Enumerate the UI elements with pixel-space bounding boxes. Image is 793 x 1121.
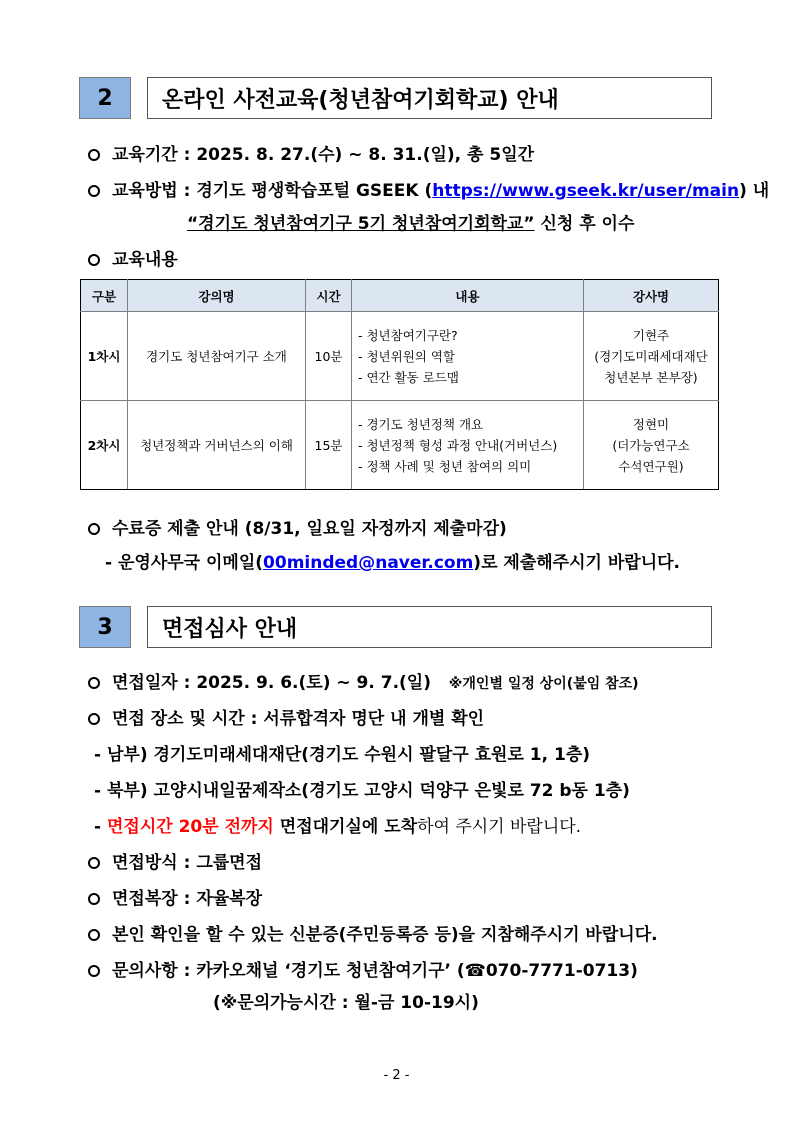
lecture-cell: 경기도 청년참여기구 소개	[128, 312, 306, 401]
interview-date-note: ※개인별 일정 상이(붙임 참조)	[448, 676, 639, 692]
inquiry-hours: (※문의가능시간 : 월-금 10-19시)	[213, 993, 479, 1013]
content-cell	[352, 401, 584, 490]
content-item: - 청년정책 형성 과정 안내(거버넌스)	[358, 437, 558, 453]
table-header: 구분	[81, 280, 128, 312]
interview-attire-text: 면접복장 : 자율복장	[112, 889, 263, 909]
education-method	[88, 176, 769, 201]
table-header: 내용	[352, 280, 584, 312]
circle-bullet-icon	[88, 857, 100, 869]
interview-north: - 북부) 고양시내일꿈제작소(경기도 고양시 덕양구 은빛로 72 b동 1층)	[94, 781, 630, 801]
time-cell: 15분	[306, 401, 352, 490]
education-content-label	[88, 245, 178, 270]
interview-place	[88, 704, 484, 729]
table-header: 강의명	[128, 280, 306, 312]
certificate-notice	[88, 514, 507, 539]
education-content-text: 교육내용	[112, 250, 178, 270]
table-header: 시간	[306, 280, 352, 312]
content-cell	[352, 312, 584, 401]
lecture-cell: 청년정책과 거버넌스의 이해	[128, 401, 306, 490]
section-title-online-education: 온라인 사전교육(청년참여기회학교) 안내	[147, 77, 712, 119]
circle-bullet-icon	[88, 677, 100, 689]
table-row	[81, 312, 719, 401]
arrival-place: 면접대기실에 도착	[273, 817, 418, 837]
time-cell: 10분	[306, 312, 352, 401]
certificate-text: 수료증 제출 안내 (8/31, 일요일 자정까지 제출마감)	[112, 519, 507, 539]
circle-bullet-icon	[88, 185, 100, 197]
instructor-cell	[584, 401, 719, 490]
content-item: - 경기도 청년정책 개요	[358, 416, 484, 432]
table-header-row	[81, 280, 719, 312]
instructor-line: 정현미	[632, 416, 670, 432]
gseek-link[interactable]: https://www.gseek.kr/user/main	[432, 181, 740, 201]
instructor-cell	[584, 312, 719, 401]
arrival-dash: -	[94, 817, 107, 837]
education-table	[80, 279, 719, 490]
email-link[interactable]: 00minded@naver.com	[263, 553, 474, 573]
content-item: - 정책 사례 및 청년 참여의 의미	[358, 458, 532, 474]
circle-bullet-icon	[88, 149, 100, 161]
table-header: 강사명	[584, 280, 719, 312]
instructor-line: (더가능연구소	[612, 437, 690, 453]
table-row	[81, 401, 719, 490]
education-method-suffix: ) 내	[739, 181, 770, 201]
section-number-3: 3	[79, 606, 131, 648]
interview-south: - 남부) 경기도미래세대재단(경기도 수원시 팔달구 효원로 1, 1층)	[94, 745, 591, 765]
education-course	[187, 209, 634, 234]
instructor-line: 청년본부 본부장)	[604, 369, 698, 385]
interview-id-text: 본인 확인을 할 수 있는 신분증(주민등록증 등)을 지참해주시기 바랍니다.	[112, 925, 658, 945]
email-suffix: )로 제출해주시기 바랍니다.	[473, 553, 681, 573]
course-name: “경기도 청년참여기구 5기 청년참여기회학교”	[187, 214, 535, 234]
course-instruction: 신청 후 이수	[534, 214, 635, 234]
circle-bullet-icon	[88, 893, 100, 905]
session-cell: 2차시	[81, 401, 128, 490]
page-number: - 2 -	[383, 1068, 410, 1083]
education-period-text: 교육기간 : 2025. 8. 27.(수) ~ 8. 31.(일), 총 5일간	[112, 145, 535, 165]
instructor-line: (경기도미래세대재단	[594, 348, 708, 364]
education-period	[88, 140, 534, 165]
education-method-text: 교육방법 : 경기도 평생학습포털 GSEEK (	[112, 181, 433, 201]
circle-bullet-icon	[88, 929, 100, 941]
interview-date-text: 면접일자 : 2025. 9. 6.(토) ~ 9. 7.(일)	[112, 673, 432, 693]
content-item: - 청년위원의 역할	[358, 348, 455, 364]
interview-inquiry	[88, 956, 638, 981]
interview-format	[88, 848, 262, 873]
circle-bullet-icon	[88, 713, 100, 725]
certificate-email	[105, 548, 680, 573]
arrival-request: 하여 주시기 바랍니다.	[417, 817, 582, 837]
section-title-interview: 면접심사 안내	[147, 606, 712, 648]
interview-arrival	[94, 812, 581, 837]
interview-inquiry-text: 문의사항 : 카카오채널 ‘경기도 청년참여기구’ (☎070-7771-0713)	[112, 961, 638, 981]
interview-format-text: 면접방식 : 그룹면접	[112, 853, 263, 873]
circle-bullet-icon	[88, 523, 100, 535]
circle-bullet-icon	[88, 965, 100, 977]
instructor-line: 기현주	[632, 327, 670, 343]
arrival-deadline: 면접시간 20분 전까지	[106, 817, 274, 837]
instructor-line: 수석연구원)	[618, 458, 684, 474]
content-item: - 청년참여기구란?	[358, 327, 458, 343]
session-cell: 1차시	[81, 312, 128, 401]
interview-attire	[88, 884, 262, 909]
interview-id	[88, 920, 658, 945]
email-prefix: - 운영사무국 이메일(	[105, 553, 264, 573]
circle-bullet-icon	[88, 254, 100, 266]
interview-date	[88, 668, 639, 693]
section-number-2: 2	[79, 77, 131, 119]
content-item: - 연간 활동 로드맵	[358, 369, 459, 385]
interview-place-text: 면접 장소 및 시간 : 서류합격자 명단 내 개별 확인	[112, 709, 485, 729]
